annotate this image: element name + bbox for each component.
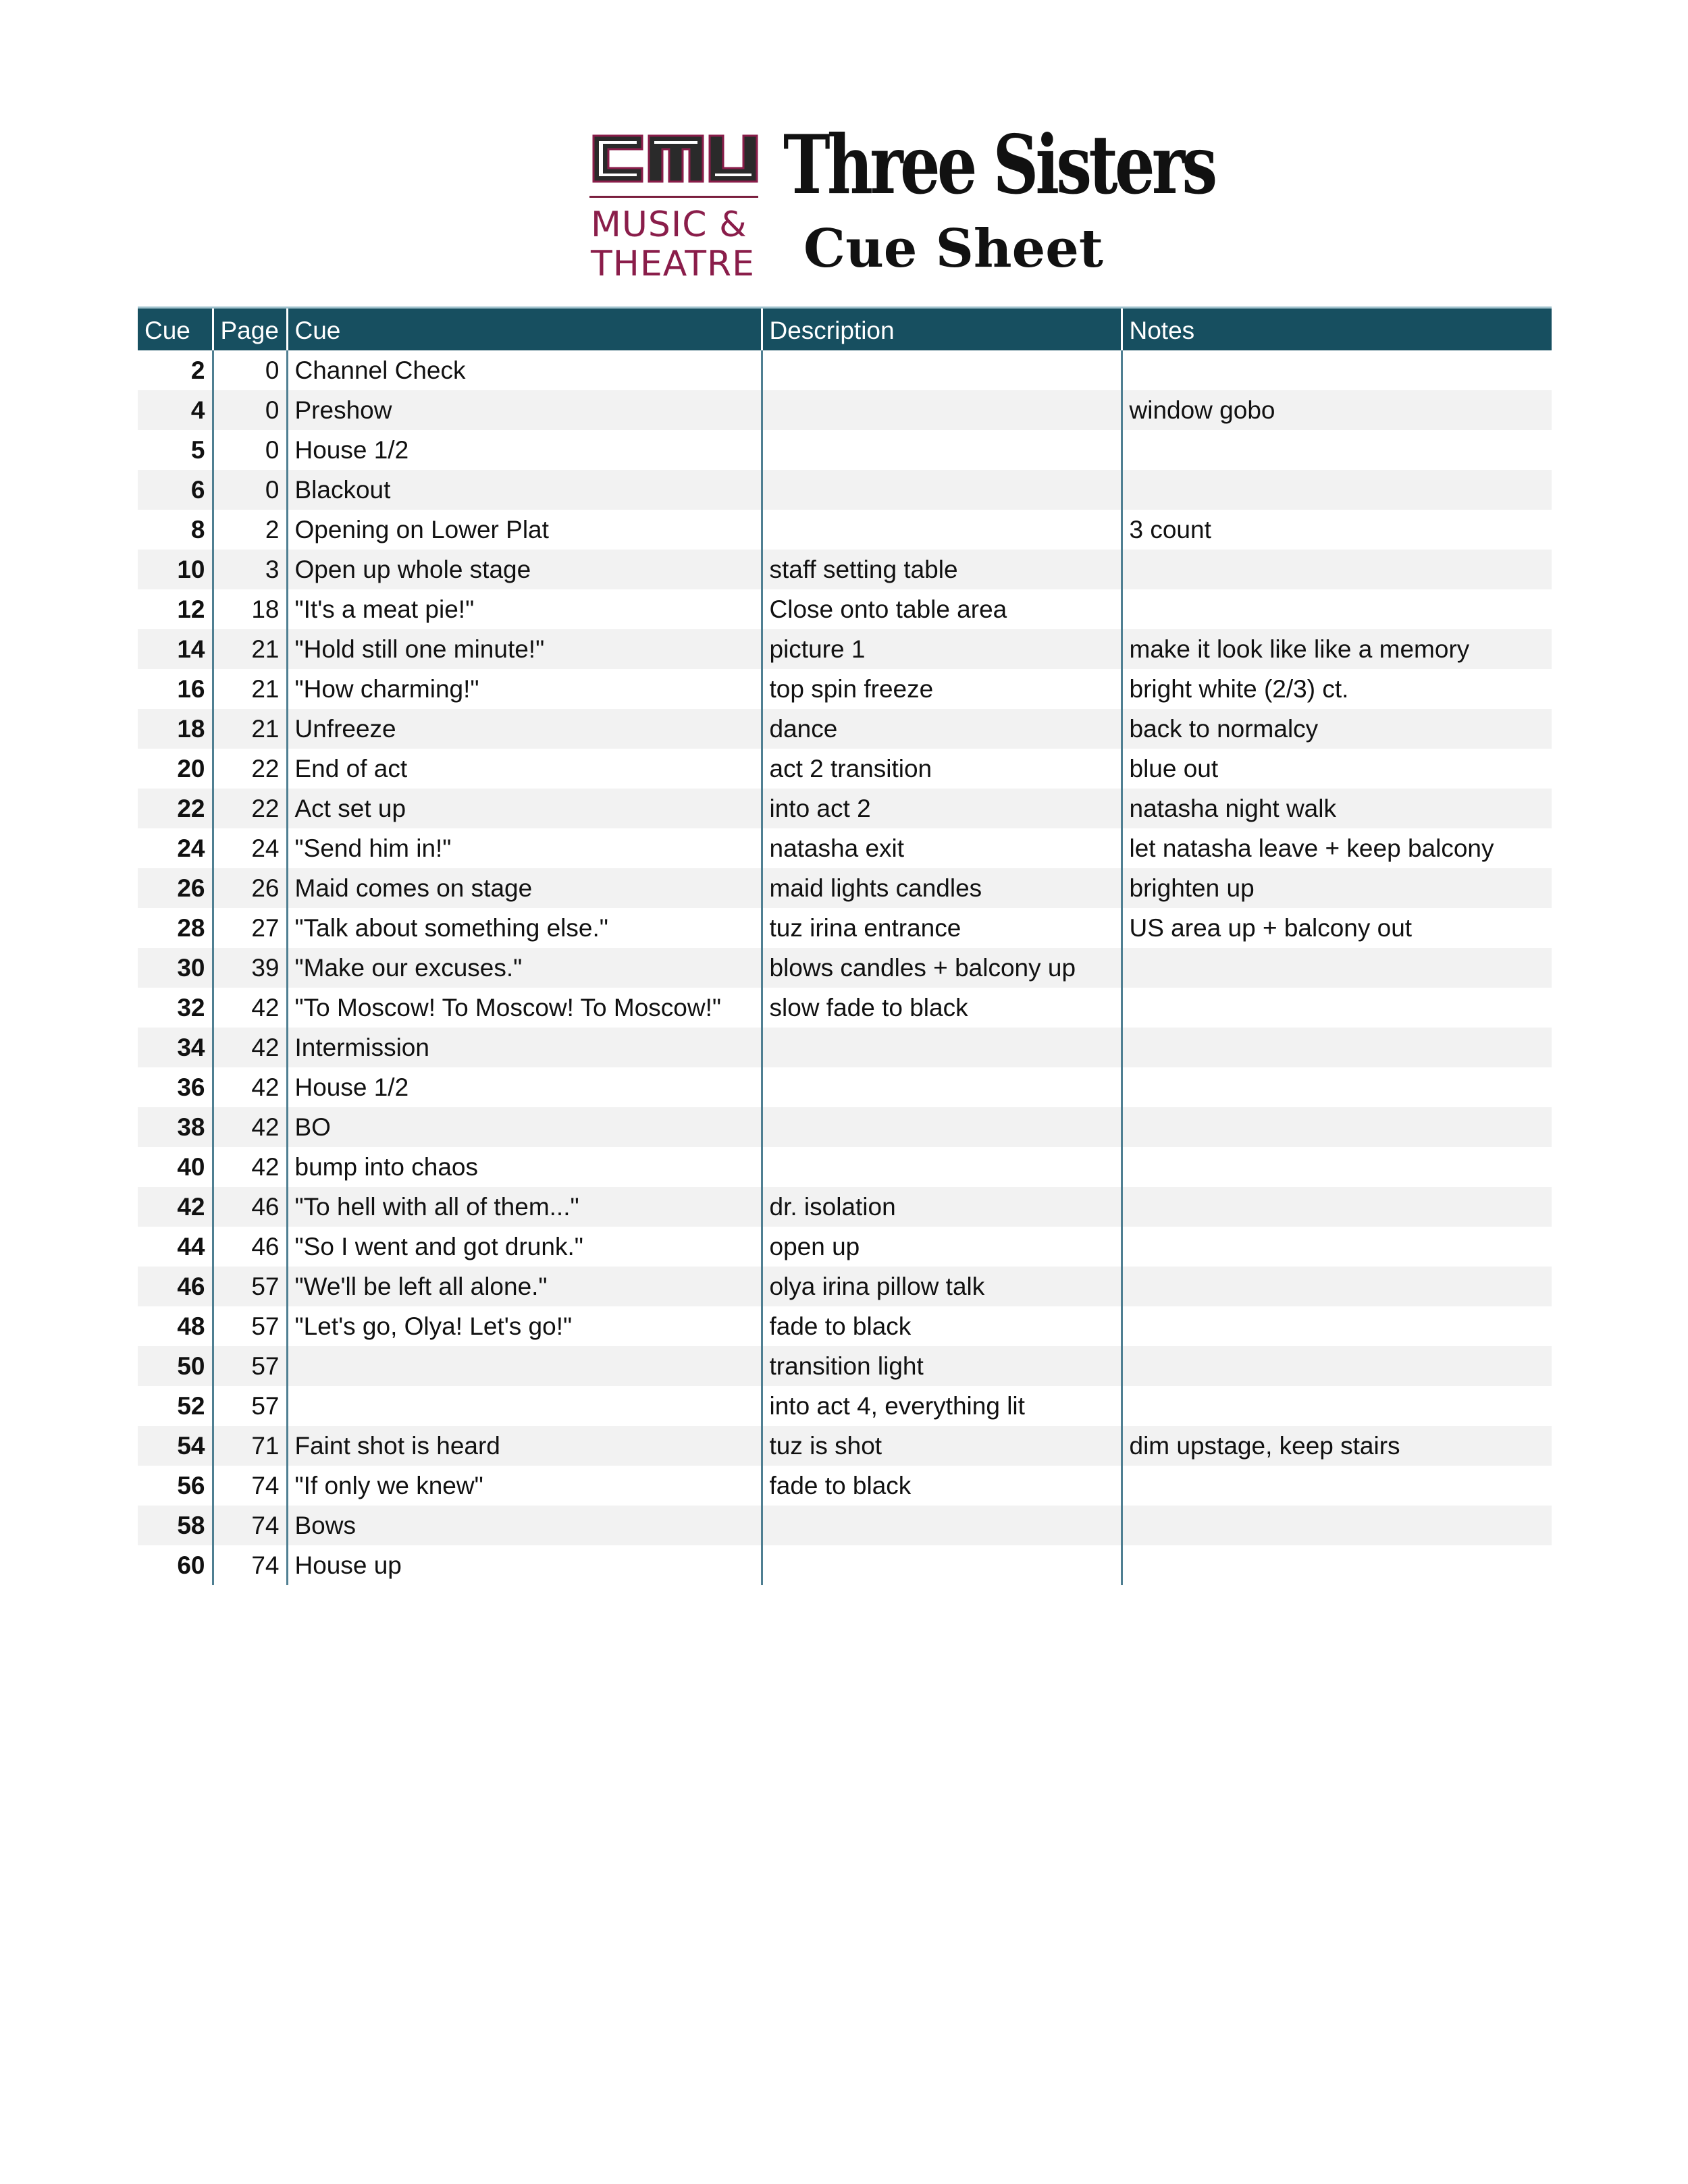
- description-cell: [762, 470, 1122, 510]
- description-cell: [762, 390, 1122, 430]
- page-cell: 0: [213, 430, 287, 470]
- column-header-description: Description: [762, 308, 1122, 351]
- column-header-cue-number: Cue: [138, 308, 213, 351]
- cue-name-cell: Faint shot is heard: [287, 1426, 762, 1466]
- cue-name-cell: End of act: [287, 749, 762, 789]
- table-row: [138, 390, 1552, 430]
- notes-cell: [1122, 1346, 1552, 1386]
- description-cell: tuz is shot: [762, 1426, 1122, 1466]
- notes-cell: [1122, 1267, 1552, 1306]
- notes-cell: [1122, 1227, 1552, 1267]
- notes-cell: make it look like like a memory: [1122, 629, 1552, 669]
- cue-number-cell: 22: [138, 789, 213, 828]
- cue-name-cell: Open up whole stage: [287, 550, 762, 589]
- cue-name-cell: "So I went and got drunk.": [287, 1227, 762, 1267]
- table-row: [138, 1346, 1552, 1386]
- page-cell: 39: [213, 948, 287, 988]
- cmu-music-theatre-logo: [589, 132, 762, 284]
- cue-name-cell: [287, 1346, 762, 1386]
- table-row: [138, 669, 1552, 709]
- page-cell: 27: [213, 908, 287, 948]
- table-row: [138, 1386, 1552, 1426]
- description-cell: fade to black: [762, 1466, 1122, 1506]
- cue-table: [138, 307, 1552, 1585]
- description-cell: [762, 350, 1122, 390]
- cue-number-cell: 42: [138, 1187, 213, 1227]
- table-row: [138, 1545, 1552, 1585]
- notes-cell: [1122, 1306, 1552, 1346]
- cue-name-cell: House up: [287, 1545, 762, 1585]
- notes-cell: [1122, 1545, 1552, 1585]
- description-cell: dr. isolation: [762, 1187, 1122, 1227]
- cue-name-cell: Maid comes on stage: [287, 868, 762, 908]
- cmu-wordmark: [589, 132, 762, 186]
- table-row: [138, 430, 1552, 470]
- notes-cell: brighten up: [1122, 868, 1552, 908]
- page-cell: 0: [213, 350, 287, 390]
- cue-name-cell: "To hell with all of them...": [287, 1187, 762, 1227]
- page-cell: 24: [213, 828, 287, 868]
- notes-cell: [1122, 948, 1552, 988]
- cue-number-cell: 54: [138, 1426, 213, 1466]
- table-row: [138, 629, 1552, 669]
- table-row: [138, 1187, 1552, 1227]
- notes-cell: [1122, 550, 1552, 589]
- page-cell: 2: [213, 510, 287, 550]
- page-cell: 42: [213, 1067, 287, 1107]
- description-cell: transition light: [762, 1346, 1122, 1386]
- cue-number-cell: 52: [177, 1391, 205, 1420]
- cue-name-cell: Unfreeze: [287, 709, 762, 749]
- notes-cell: [1122, 988, 1552, 1028]
- cue-number-cell: 20: [177, 754, 205, 782]
- table-row: [138, 948, 1552, 988]
- notes-cell: [1122, 1107, 1552, 1147]
- document-header: [0, 117, 1688, 287]
- page-cell: 74: [213, 1545, 287, 1585]
- table-row: [138, 709, 1552, 749]
- description-cell: maid lights candles: [762, 868, 1122, 908]
- page-cell: 74: [213, 1466, 287, 1506]
- notes-cell: [1122, 1028, 1552, 1067]
- description-cell: fade to black: [762, 1306, 1122, 1346]
- cue-name-cell: Intermission: [287, 1028, 762, 1067]
- table-row: [138, 1147, 1552, 1187]
- cue-name-cell: "It's a meat pie!": [287, 589, 762, 629]
- notes-cell: 3 count: [1122, 510, 1552, 550]
- description-cell: slow fade to black: [762, 988, 1122, 1028]
- cue-number-cell: 16: [177, 674, 205, 703]
- logo-divider: [589, 196, 758, 198]
- column-header-notes: Notes: [1122, 308, 1552, 351]
- cue-number-cell: 24: [177, 834, 205, 862]
- document-title: Three Sisters: [783, 117, 1215, 213]
- description-cell: olya irina pillow talk: [762, 1267, 1122, 1306]
- cue-number-cell: 18: [138, 709, 213, 749]
- cue-number-cell: 58: [138, 1506, 213, 1545]
- cue-number-cell: 6: [138, 470, 213, 510]
- cue-table-body: [138, 350, 1552, 1585]
- description-cell: into act 2: [762, 789, 1122, 828]
- table-row: [138, 908, 1552, 948]
- table-row: [138, 1506, 1552, 1545]
- cue-name-cell: "Make our excuses.": [287, 948, 762, 988]
- notes-cell: [1122, 1147, 1552, 1187]
- cue-number-cell: 8: [190, 515, 205, 543]
- cue-number-cell: 48: [177, 1312, 205, 1340]
- page-cell: 46: [213, 1227, 287, 1267]
- page-cell: 21: [213, 629, 287, 669]
- description-cell: [762, 1067, 1122, 1107]
- table-row: [138, 749, 1552, 789]
- table-row: [138, 828, 1552, 868]
- table-row: [138, 470, 1552, 510]
- notes-cell: bright white (2/3) ct.: [1122, 669, 1552, 709]
- page-cell: 57: [213, 1306, 287, 1346]
- table-row: [138, 1306, 1552, 1346]
- page-cell: 57: [213, 1386, 287, 1426]
- notes-cell: [1122, 589, 1552, 629]
- description-cell: dance: [762, 709, 1122, 749]
- table-row: [138, 510, 1552, 550]
- table-row: [138, 789, 1552, 828]
- logo-text-music: MUSIC &: [591, 205, 747, 245]
- description-cell: [762, 510, 1122, 550]
- page-cell: 42: [213, 1147, 287, 1187]
- cue-name-cell: Bows: [287, 1506, 762, 1545]
- logo-text-theatre: THEATRE: [591, 244, 756, 284]
- description-cell: [762, 1545, 1122, 1585]
- page-cell: 74: [213, 1506, 287, 1545]
- notes-cell: window gobo: [1122, 390, 1552, 430]
- cue-name-cell: "How charming!": [287, 669, 762, 709]
- page-cell: 18: [213, 589, 287, 629]
- notes-cell: [1122, 350, 1552, 390]
- description-cell: [762, 1506, 1122, 1545]
- cue-number-cell: 38: [138, 1107, 213, 1147]
- cue-number-cell: 12: [177, 595, 205, 623]
- description-cell: act 2 transition: [762, 749, 1122, 789]
- cue-name-cell: Opening on Lower Plat: [287, 510, 762, 550]
- column-header-page: Page: [213, 308, 287, 351]
- table-row: [138, 1107, 1552, 1147]
- cue-name-cell: bump into chaos: [287, 1147, 762, 1187]
- notes-cell: [1122, 1187, 1552, 1227]
- notes-cell: US area up + balcony out: [1122, 908, 1552, 948]
- description-cell: natasha exit: [762, 828, 1122, 868]
- cue-name-cell: Preshow: [287, 390, 762, 430]
- cue-name-cell: "Hold still one minute!": [287, 629, 762, 669]
- cue-number-cell: 14: [138, 629, 213, 669]
- cue-number-cell: 26: [138, 868, 213, 908]
- notes-cell: [1122, 1386, 1552, 1426]
- cue-number-cell: 56: [177, 1471, 205, 1499]
- table-row: [138, 550, 1552, 589]
- notes-cell: let natasha leave + keep balcony: [1122, 828, 1552, 868]
- page-cell: 46: [213, 1187, 287, 1227]
- page-cell: 3: [213, 550, 287, 589]
- page-cell: 57: [213, 1267, 287, 1306]
- page-cell: 0: [213, 470, 287, 510]
- cue-number-cell: 4: [138, 390, 213, 430]
- column-header-cue: Cue: [287, 308, 762, 351]
- notes-cell: [1122, 1067, 1552, 1107]
- description-cell: blows candles + balcony up: [762, 948, 1122, 988]
- table-row: [138, 868, 1552, 908]
- description-cell: [762, 1028, 1122, 1067]
- description-cell: into act 4, everything lit: [762, 1386, 1122, 1426]
- cue-number-cell: 40: [177, 1152, 205, 1181]
- table-row: [138, 1067, 1552, 1107]
- cue-number-cell: 60: [177, 1551, 205, 1579]
- cue-name-cell: [287, 1386, 762, 1426]
- cue-name-cell: "To Moscow! To Moscow! To Moscow!": [287, 988, 762, 1028]
- description-cell: [762, 1147, 1122, 1187]
- table-row: [138, 1227, 1552, 1267]
- notes-cell: [1122, 1506, 1552, 1545]
- cue-number-cell: 2: [190, 356, 205, 384]
- cue-name-cell: Act set up: [287, 789, 762, 828]
- cue-name-cell: House 1/2: [287, 1067, 762, 1107]
- page-cell: 22: [213, 789, 287, 828]
- page-cell: 0: [213, 390, 287, 430]
- cue-number-cell: 30: [138, 948, 213, 988]
- cue-name-cell: "If only we knew": [287, 1466, 762, 1506]
- description-cell: top spin freeze: [762, 669, 1122, 709]
- table-row: [138, 1426, 1552, 1466]
- description-cell: staff setting table: [762, 550, 1122, 589]
- page-cell: 57: [213, 1346, 287, 1386]
- table-header-row: [138, 308, 1552, 351]
- cue-number-cell: 32: [177, 993, 205, 1021]
- description-cell: picture 1: [762, 629, 1122, 669]
- page-cell: 21: [213, 709, 287, 749]
- cue-name-cell: House 1/2: [287, 430, 762, 470]
- table-row: [138, 1028, 1552, 1067]
- cue-number-cell: 50: [138, 1346, 213, 1386]
- cue-name-cell: "We'll be left all alone.": [287, 1267, 762, 1306]
- cue-number-cell: 36: [177, 1073, 205, 1101]
- cue-number-cell: 28: [177, 913, 205, 942]
- description-cell: Close onto table area: [762, 589, 1122, 629]
- notes-cell: blue out: [1122, 749, 1552, 789]
- cue-number-cell: 46: [138, 1267, 213, 1306]
- description-cell: open up: [762, 1227, 1122, 1267]
- description-cell: [762, 430, 1122, 470]
- cue-number-cell: 34: [138, 1028, 213, 1067]
- document-subtitle: Cue Sheet: [803, 218, 1103, 279]
- notes-cell: dim upstage, keep stairs: [1122, 1426, 1552, 1466]
- cue-name-cell: Channel Check: [287, 350, 762, 390]
- cue-name-cell: "Talk about something else.": [287, 908, 762, 948]
- table-row: [138, 589, 1552, 629]
- table-row: [138, 988, 1552, 1028]
- cue-number-cell: 10: [138, 550, 213, 589]
- cue-name-cell: "Send him in!": [287, 828, 762, 868]
- cue-name-cell: BO: [287, 1107, 762, 1147]
- notes-cell: [1122, 470, 1552, 510]
- description-cell: [762, 1107, 1122, 1147]
- cue-number-cell: 5: [190, 435, 205, 464]
- description-cell: tuz irina entrance: [762, 908, 1122, 948]
- notes-cell: [1122, 1466, 1552, 1506]
- cue-name-cell: "Let's go, Olya! Let's go!": [287, 1306, 762, 1346]
- cue-number-cell: 44: [177, 1232, 205, 1260]
- notes-cell: back to normalcy: [1122, 709, 1552, 749]
- page-cell: 42: [213, 1028, 287, 1067]
- table-row: [138, 350, 1552, 390]
- page-cell: 21: [213, 669, 287, 709]
- page-cell: 42: [213, 988, 287, 1028]
- notes-cell: natasha night walk: [1122, 789, 1552, 828]
- page-cell: 26: [213, 868, 287, 908]
- table-row: [138, 1466, 1552, 1506]
- page-cell: 71: [213, 1426, 287, 1466]
- cue-name-cell: Blackout: [287, 470, 762, 510]
- notes-cell: [1122, 430, 1552, 470]
- page-cell: 42: [213, 1107, 287, 1147]
- table-row: [138, 1267, 1552, 1306]
- page-cell: 22: [213, 749, 287, 789]
